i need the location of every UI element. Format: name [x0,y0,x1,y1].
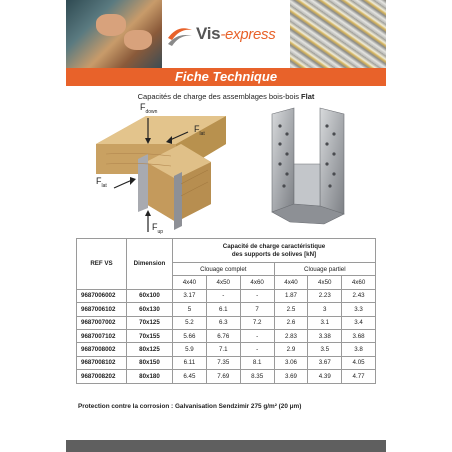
table-row [77,370,376,383]
vis-express-logo [166,22,286,50]
value-cell: 2.23 [308,289,342,302]
value-cell: 1.87 [274,289,308,302]
subheader-cell: 4x60 [342,276,376,289]
value-cell: 3.3 [342,303,376,316]
title-bar [66,68,386,86]
ref-cell: 9687007002 [77,316,127,329]
value-cell: - [240,329,274,342]
value-cell: 6.3 [206,316,240,329]
dimension-cell: 60x100 [127,289,173,302]
value-cell: - [240,289,274,302]
value-cell: 2.5 [274,303,308,316]
group-complete-nailing: Clouage complet [173,263,275,276]
value-cell: 6.11 [173,356,207,369]
value-cell: 7.2 [240,316,274,329]
value-cell: 8.1 [240,356,274,369]
value-cell: 7.69 [206,370,240,383]
value-cell: 2.9 [274,343,308,356]
value-cell: 3.4 [342,316,376,329]
value-cell: 4.77 [342,370,376,383]
table-header-row [77,239,376,263]
value-cell: 3.67 [308,356,342,369]
value-cell: 2.83 [274,329,308,342]
value-cell: 5.9 [173,343,207,356]
joist-hanger-photo [254,104,362,230]
subheader-cell: 4x40 [173,276,207,289]
value-cell: 7 [240,303,274,316]
footer-bar [66,440,386,452]
ref-cell: 9687006002 [77,289,127,302]
corrosion-protection-note: Protection contre la corrosion : Galvanisation Sendzimir 275 g/m² (20 μm) [78,403,302,410]
table-row [77,303,376,316]
table-row [77,343,376,356]
value-cell: 3.06 [274,356,308,369]
value-cell: 6.1 [206,303,240,316]
value-cell: 5.2 [173,316,207,329]
value-cell: 5 [173,303,207,316]
value-cell: 3 [308,303,342,316]
fup-label: $F_{up}$ [152,222,164,235]
tools-photo [66,0,162,68]
value-cell: - [206,289,240,302]
value-cell: 2.43 [342,289,376,302]
value-cell: 2.6 [274,316,308,329]
value-cell: 3.68 [342,329,376,342]
table-row [77,289,376,302]
dimension-cell: 70x155 [127,329,173,342]
value-cell: 3.38 [308,329,342,342]
ref-cell: 9687007102 [77,329,127,342]
value-cell: 3.17 [173,289,207,302]
value-cell: 4.05 [342,356,376,369]
value-cell: 5.66 [173,329,207,342]
flat-label-left: $F_{lat}$ [96,176,107,189]
value-cell: - [240,343,274,356]
value-cell: 7.1 [206,343,240,356]
value-cell: 7.35 [206,356,240,369]
table-row [77,316,376,329]
screws-photo [290,0,386,68]
subheader-cell: 4x50 [206,276,240,289]
value-cell: 6.45 [173,370,207,383]
ref-cell: 9687008002 [77,343,127,356]
col-header-capacity: Capacité de charge caractéristique des supports de solives [kN] [173,239,376,263]
page-title: Fiche Technique [174,69,278,84]
col-header-dimension: Dimension [127,239,173,290]
value-cell: 6.76 [206,329,240,342]
flat-label-right: $F_{lat}$ [194,124,205,137]
dimension-cell: 70x125 [127,316,173,329]
load-diagram [86,104,226,234]
table-row [77,329,376,342]
dimension-cell: 80x125 [127,343,173,356]
header-banner [66,0,386,68]
value-cell: 3.5 [308,343,342,356]
logo-text: Vis-express [196,24,276,43]
joist-hanger-illustration [254,104,362,230]
subheader-cell: 4x50 [308,276,342,289]
value-cell: 3.69 [274,370,308,383]
col-header-ref: REF VS [77,239,127,290]
ref-cell: 9687008202 [77,370,127,383]
dimension-cell: 80x150 [127,356,173,369]
value-cell: 8.35 [240,370,274,383]
value-cell: 4.39 [308,370,342,383]
dimension-cell: 80x180 [127,370,173,383]
wood-joint-illustration [86,104,226,234]
subheader-cell: 4x60 [240,276,274,289]
ref-cell: 9687008102 [77,356,127,369]
value-cell: 3.1 [308,316,342,329]
subtitle: Capacités de charge des assemblages bois-bois Flat [137,92,315,101]
dimension-cell: 60x130 [127,303,173,316]
load-capacity-table [76,238,376,384]
table-row [77,356,376,369]
logo-swoosh-icon [166,22,194,48]
ref-cell: 9687006102 [77,303,127,316]
subheader-cell: 4x40 [274,276,308,289]
fdown-label: $F_{down}$ [140,102,158,115]
value-cell: 3.8 [342,343,376,356]
group-partial-nailing: Clouage partiel [274,263,375,276]
